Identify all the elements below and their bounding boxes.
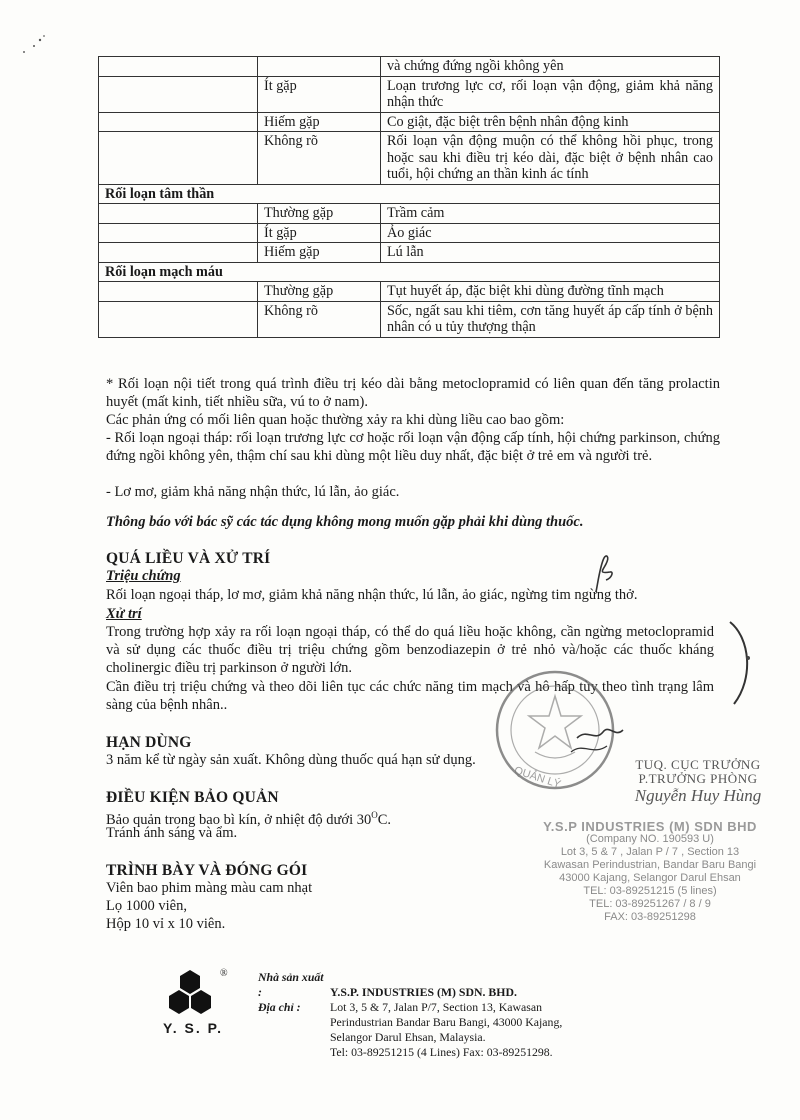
table-cell-blank — [99, 243, 258, 263]
table-cell-frequency: Thường gặp — [258, 204, 381, 224]
table-row — [99, 282, 720, 302]
table-cell-frequency: Ít gặp — [258, 223, 381, 243]
note-endocrine: * Rối loạn nội tiết trong quá trình điều trị kéo dài bằng metoclopramid có liên quan đến tăng prolactin huyết (mất kinh, tiết nhiều sữa, vú to ở nam). — [106, 376, 720, 410]
table-cell-frequency: Không rõ — [258, 301, 381, 337]
table-cell-description: Rối loạn vận động muộn có thể không hồi phục, trong hoặc sau khi điều trị kéo dài, đặc biệt ở bệnh nhân cao tuổi, hội chứng an thần kinh ác tính — [381, 132, 720, 185]
table-cell-frequency — [258, 57, 381, 77]
table-row — [99, 223, 720, 243]
address-1: Lot 3, 5 & 7, Jalan P/7, Section 13, Kawasan — [330, 1000, 542, 1014]
company-stamp-address-2: Kawasan Perindustrian, Bandar Baru Bangi — [543, 859, 757, 871]
company-stamp-address-3: 43000 Kajang, Selangor Darul Ehsan — [559, 872, 741, 884]
manufacturer-name: Y.S.P. INDUSTRIES (M) SDN. BHD. — [330, 985, 517, 999]
packaging-line-3: Hộp 10 vỉ x 10 viên. — [106, 916, 226, 932]
treatment-text-2: Cần điều trị triệu chứng và theo dõi liên tục các chức năng tim mạch và hô hấp tùy theo tình trạng lâm sàng của bệnh nhân.. — [106, 679, 714, 713]
table-cell-blank — [99, 204, 258, 224]
table-cell-description: Loạn trương lực cơ, rối loạn vận động, giảm khả năng nhận thức — [381, 76, 720, 112]
manufacturer-info — [258, 970, 658, 1060]
symptoms-text: Rối loạn ngoại tháp, lơ mơ, giảm khả năng nhận thức, lú lẫn, ảo giác, ngừng tim ngừng thở. — [106, 587, 638, 603]
company-stamp-tel-1: TEL: 03-89251215 (5 lines) — [583, 885, 717, 897]
table-cell-description: Co giật, đặc biệt trên bệnh nhân động kinh — [381, 112, 720, 132]
table-category-row — [99, 184, 720, 204]
shelf-life-heading: HẠN DÙNG — [106, 734, 192, 751]
company-stamp-address-1: Lot 3, 5 & 7 , Jalan P / 7 , Section 13 — [560, 846, 740, 858]
packaging-heading: TRÌNH BÀY VÀ ĐÓNG GÓI — [106, 862, 308, 879]
table-row — [99, 132, 720, 185]
table-cell-description: và chứng đứng ngồi không yên — [381, 57, 720, 77]
table-row — [99, 112, 720, 132]
company-stamp — [515, 820, 785, 924]
treatment-label: Xử trí — [106, 606, 142, 622]
address-3: Selangor Darul Ehsan, Malaysia. — [330, 1030, 486, 1044]
table-cell-description: Sốc, ngất sau khi tiêm, cơn tăng huyết áp cấp tính ở bệnh nhân có u tủy thượng thận — [381, 301, 720, 337]
note-drowsiness: - Lơ mơ, giảm khả năng nhận thức, lú lẫn, ảo giác. — [106, 484, 400, 500]
table-cell-description: Ảo giác — [381, 223, 720, 243]
company-stamp-tel-2: TEL: 03-89251267 / 8 / 9 — [589, 898, 711, 910]
table-row — [99, 204, 720, 224]
company-stamp-number: (Company NO. 190593 U) — [586, 833, 714, 845]
storage-line-2: Tránh ánh sáng và ẩm. — [106, 825, 238, 841]
signature-title-2: P.TRƯỞNG PHÒNG — [638, 771, 758, 786]
company-stamp-fax: FAX: 03-89251298 — [604, 911, 696, 923]
address-2: Perindustrian Bandar Baru Bangi, 43000 Kajang, — [330, 1015, 563, 1029]
table-cell-blank — [99, 301, 258, 337]
table-cell-frequency: Thường gặp — [258, 282, 381, 302]
table-category-label: Rối loạn tâm thần — [99, 184, 720, 204]
signature-title-1: TUQ. CỤC TRƯỞNG — [635, 757, 761, 772]
table-cell-frequency: Hiếm gặp — [258, 112, 381, 132]
storage-line-1-text: Bảo quản trong bao bì kín, ở nhiệt độ dưới 30 — [106, 811, 372, 828]
degree-mark: O — [371, 810, 378, 820]
table-cell-description: Tụt huyết áp, đặc biệt khi dùng đường tĩnh mạch — [381, 282, 720, 302]
table-cell-blank — [99, 223, 258, 243]
seal-edge-icon — [726, 618, 756, 708]
signature-block — [618, 758, 778, 806]
table-cell-blank — [99, 57, 258, 77]
table-cell-description: Trầm cảm — [381, 204, 720, 224]
table-cell-description: Lú lẫn — [381, 243, 720, 263]
ysp-logo-text: Y. S. P. — [162, 1020, 224, 1036]
table-cell-blank — [99, 76, 258, 112]
manufacturer-label: Nhà sản xuất : — [258, 970, 324, 999]
treatment-text-1: Trong trường hợp xảy ra rối loạn ngoại tháp, có thể do quá liều hoặc không, cần ngừng metoclopramid và sử dụng các thuốc điều trị triệu chứng gồm benzodiazepin ở trẻ nhỏ và/hoặc các thuốc kháng cholinergic điều trị parkinson ở người lớn. — [106, 624, 714, 676]
table-cell-frequency: Hiếm gặp — [258, 243, 381, 263]
address-line — [258, 1000, 658, 1015]
company-stamp-name: Y.S.P INDUSTRIES (M) SDN BHD — [543, 819, 757, 834]
table-row — [99, 301, 720, 337]
signature-name: Nguyễn Huy Hùng — [634, 786, 762, 805]
side-effects-table-body — [99, 57, 720, 338]
table-cell-blank — [99, 282, 258, 302]
table-cell-frequency: Không rõ — [258, 132, 381, 185]
table-cell-frequency: Ít gặp — [258, 76, 381, 112]
table-row — [99, 243, 720, 263]
warning-notice: Thông báo với bác sỹ các tác dụng không mong muốn gặp phải khi dùng thuốc. — [106, 514, 584, 530]
scan-dots-icon — [12, 30, 52, 60]
table-category-row — [99, 262, 720, 282]
table-cell-blank — [99, 112, 258, 132]
storage-heading: ĐIỀU KIỆN BẢO QUẢN — [106, 789, 279, 806]
svg-text:QUẢN LÝ: QUẢN LÝ — [512, 764, 563, 791]
table-row — [99, 76, 720, 112]
storage-line-1-unit: C. — [377, 811, 392, 828]
address-label: Địa chỉ : — [258, 1000, 301, 1014]
table-category-label: Rối loạn mạch máu — [99, 262, 720, 282]
contact-line: Tel: 03-89251215 (4 Lines) Fax: 03-89251298. — [330, 1045, 553, 1059]
overdose-heading: QUÁ LIỀU VÀ XỬ TRÍ — [106, 550, 271, 567]
initial-mark-icon — [588, 552, 620, 598]
hexagon-logo-icon — [160, 968, 220, 1024]
registered-mark: ® — [220, 968, 228, 979]
table-cell-blank — [99, 132, 258, 185]
symptoms-label: Triệu chứng — [106, 568, 181, 584]
manufacturer-line — [258, 970, 658, 1000]
packaging-line-2: Lọ 1000 viên, — [106, 898, 187, 914]
note-extrapyramidal: - Rối loạn ngoại tháp: rối loạn trương lực cơ hoặc rối loạn vận động cấp tính, hội chứng parkinson, chứng đứng ngồi không yên, thậm chí sau khi dùng một liều duy nhất, đặc biệt ở trẻ em và người trẻ. — [106, 430, 720, 464]
shelf-life-text: 3 năm kể từ ngày sản xuất. Không dùng thuốc quá hạn sử dụng. — [106, 752, 476, 768]
table-row — [99, 57, 720, 77]
ysp-logo — [148, 968, 258, 1048]
note-high-dose-intro: Các phản ứng có mối liên quan hoặc thường xảy ra khi dùng liều cao bao gồm: — [106, 412, 565, 428]
side-effects-table — [98, 56, 720, 338]
packaging-line-1: Viên bao phim màng màu cam nhạt — [106, 880, 313, 896]
